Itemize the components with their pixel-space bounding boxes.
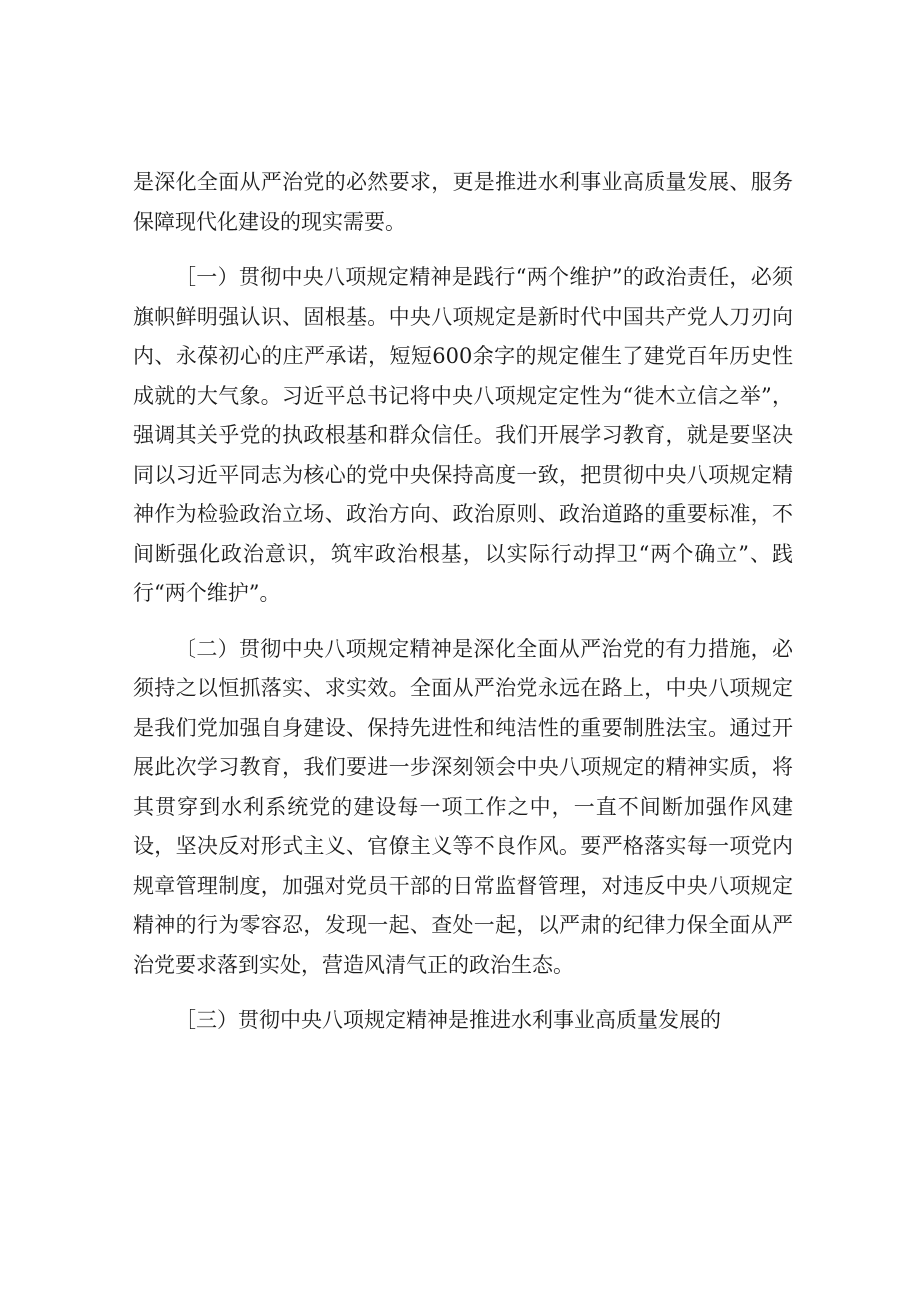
paragraph-section-two: 〔二）贯彻中央八项规定精神是深化全面从严治党的有力措施，必须持之以恒抓落实、求实效。全面从严治党永远在路上，中央八项规定是我们党加强自身建设、保持先进性和纯洁性的重要制胜法宝。通过开展此次学习教育，我们要进一步深刻领会中央八项规定的精神实质，将其贯穿到水利系统党的建设每一项工作之中，一直不间断加强作风建设，坚决反对形式主义、官僚主义等不良作风。要严格落实每一项党内规章管理制度，加强对党员干部的日常监督管理，对违反中央八项规定精神的行为零容忍，发现一起、查处一起，以严肃的纪律力保全面从严治党要求落到实处，营造风清气正的政治生态。 xyxy=(133,636,793,977)
paragraph-section-three: ［三）贯彻中央八项规定精神是推进水利事业高质量发展的 xyxy=(175,1008,721,1032)
paragraph-section-one: ［一）贯彻中央八项规定精神是践行“两个维护”的政治责任，必须旗帜鲜明强认识、固根基。中央八项规定是新时代中国共产党人刀刃向内、永葆初心的庄严承诺，短短600余字的规定催生了建党百年历史性成就的大气象。习近平总书记将中央八项规定定性为“徙木立信之举”，强调其关乎党的执政根基和群众信任。我们开展学习教育，就是要坚决同以习近平同志为核心的党中央保持高度一致，把贯彻中央八项规定精神作为检验政治立场、政治方向、政治原则、政治道路的重要标准，不间断强化政治意识，筑牢政治根基，以实际行动捍卫“两个确立”、践行“两个维护”。 xyxy=(133,265,793,605)
document-body xyxy=(133,163,793,1057)
paragraph-continued-intro: 是深化全面从严治党的必然要求，更是推进水利事业高质量发展、服务保障现代化建设的现实需要。 xyxy=(133,170,793,234)
